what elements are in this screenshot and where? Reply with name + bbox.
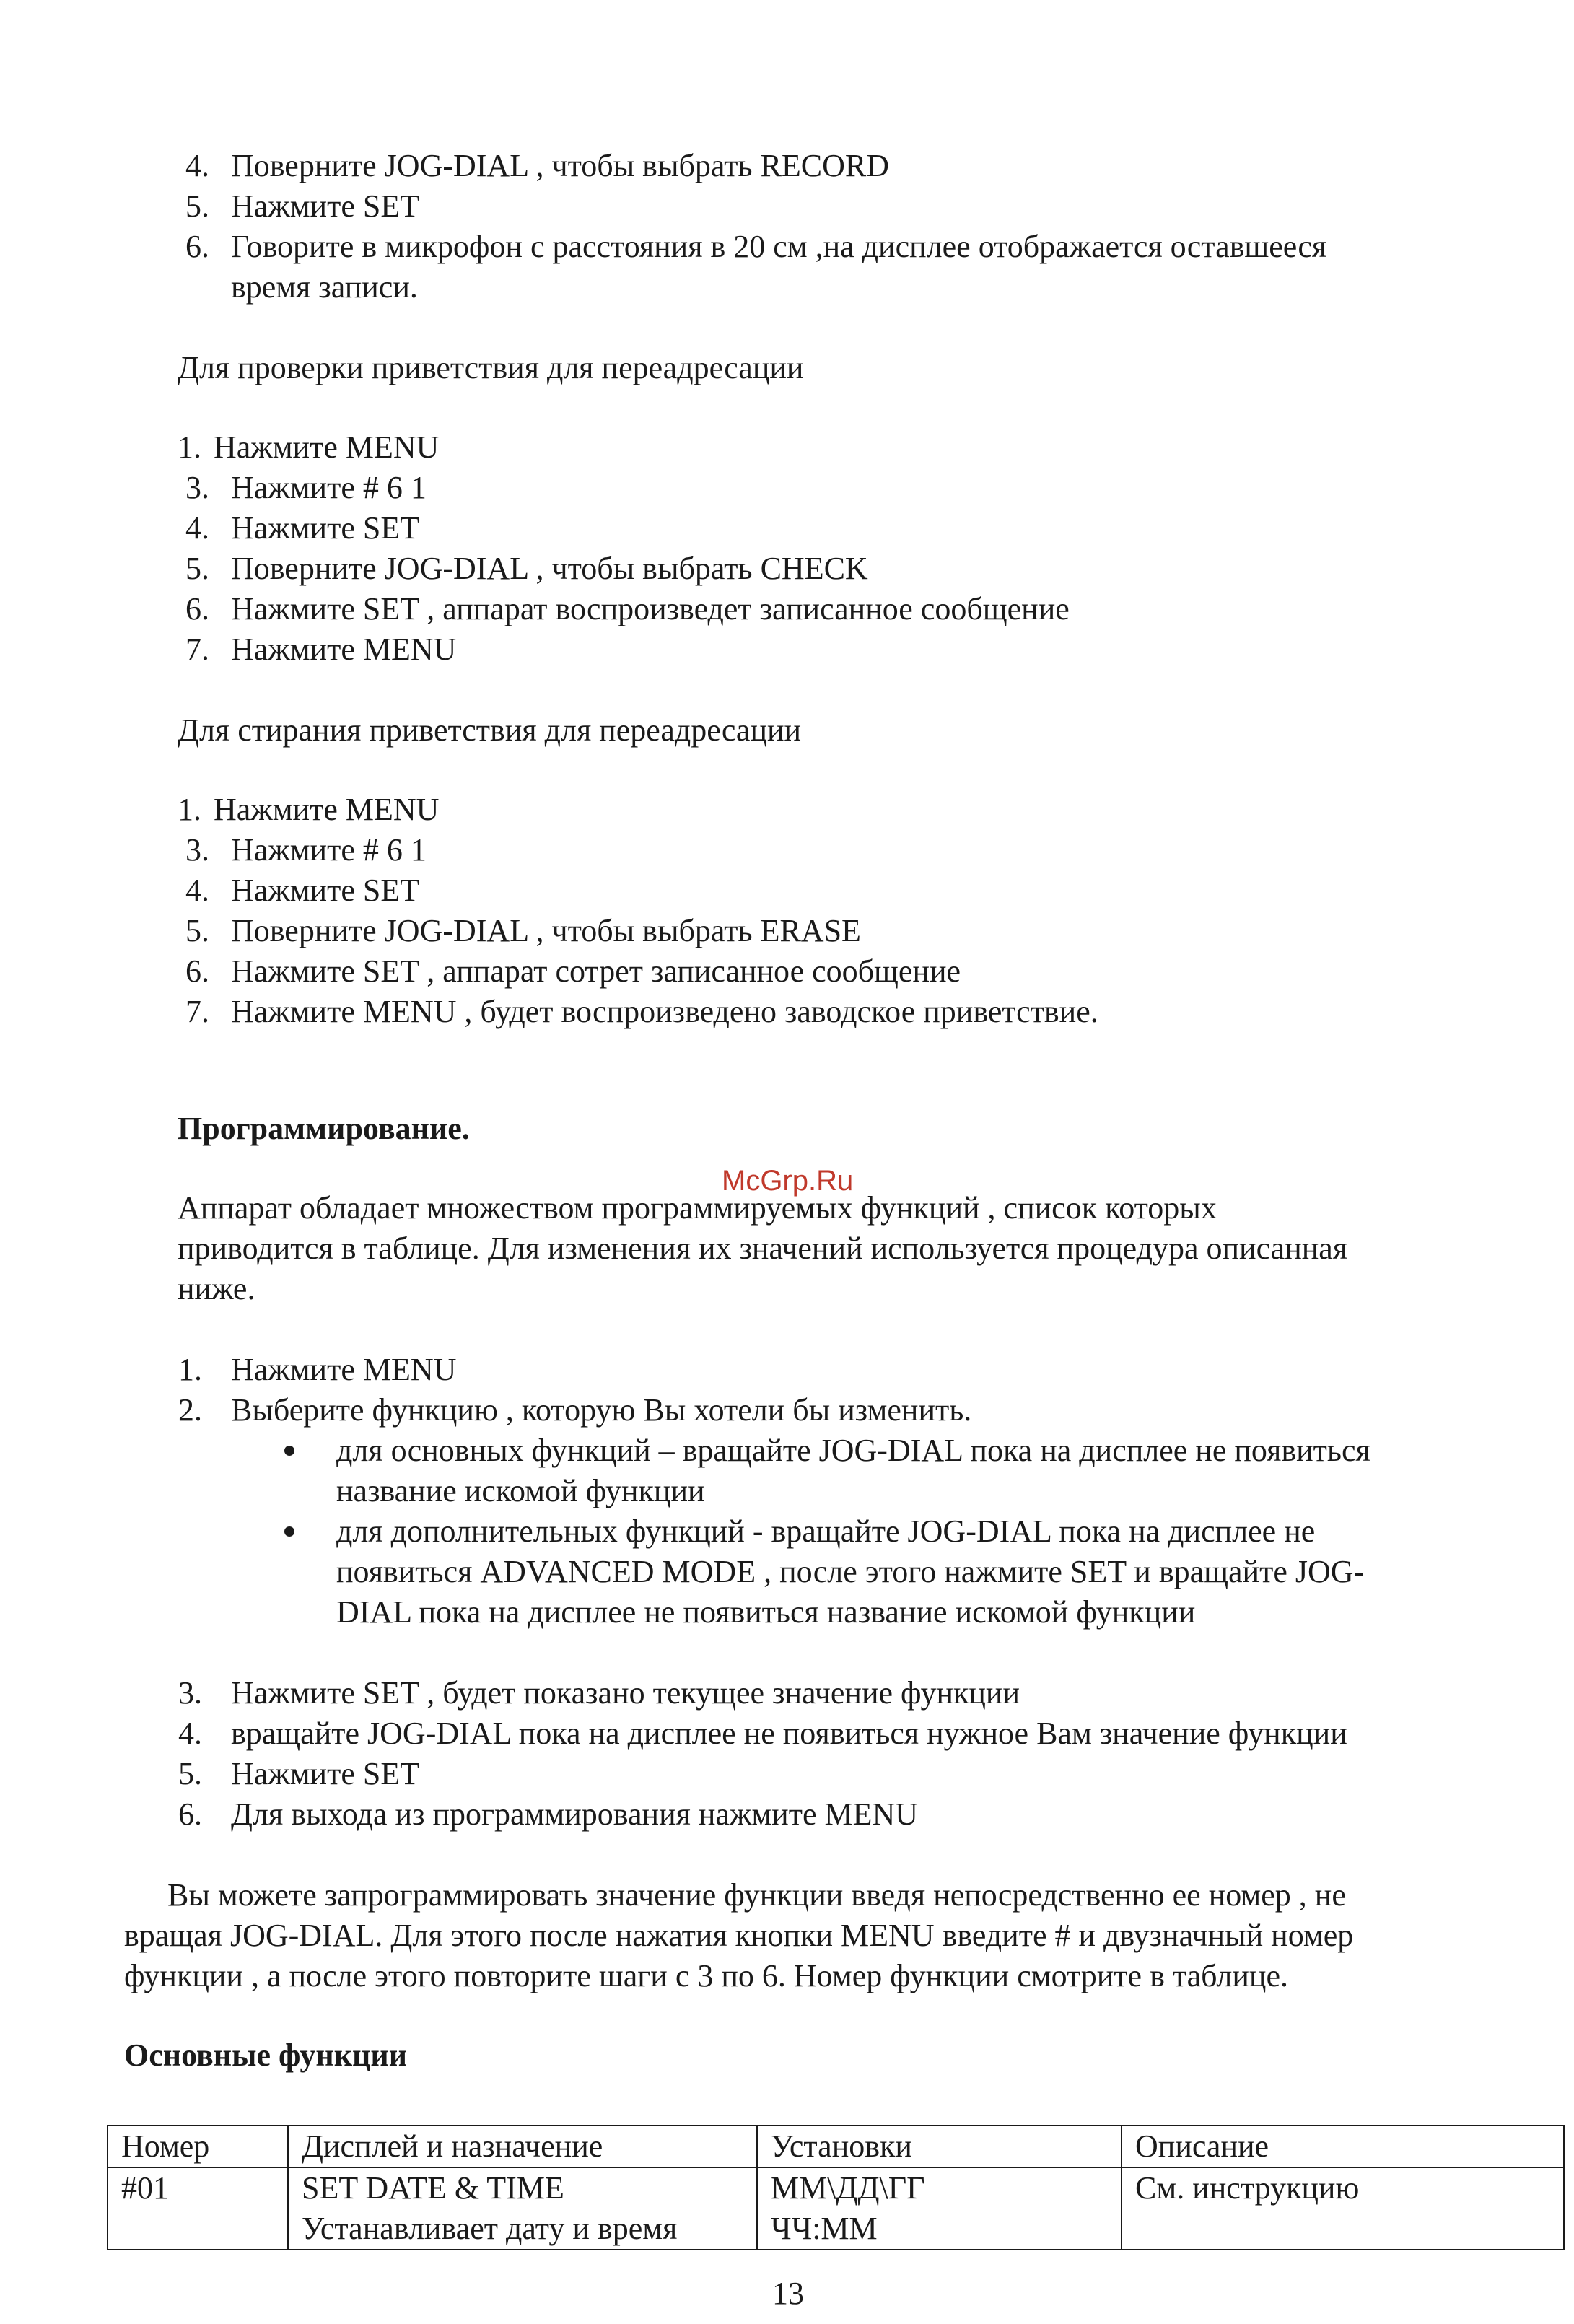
- list-number: 5.: [185, 188, 209, 224]
- display-name: SET DATE & TIME: [302, 2170, 564, 2206]
- list-number: 4.: [185, 873, 209, 908]
- column-header: Описание: [1122, 2126, 1564, 2167]
- list-text-continuation: время записи.: [231, 269, 418, 305]
- bullet-text: для дополнительных функций - вращайте JOG-DIAL пока на дисплее не: [336, 1513, 1316, 1549]
- intro-line: Аппарат обладает множеством программируемых функций , список которых: [178, 1190, 1217, 1226]
- bullet-text: название искомой функции: [336, 1473, 705, 1508]
- list-number: 6.: [185, 591, 209, 626]
- list-text: Нажмите SET: [231, 510, 420, 546]
- list-number: 3.: [185, 832, 209, 868]
- list-text: Выберите функцию , которую Вы хотели бы изменить.: [231, 1392, 972, 1428]
- list-number: 4.: [185, 510, 209, 546]
- list-text: Нажмите SET , аппарат сотрет записанное сообщение: [231, 953, 961, 989]
- bullet-icon: [284, 1446, 294, 1456]
- list-text: Поверните JOG-DIAL , чтобы выбрать ERASE: [231, 913, 861, 948]
- table-title: Основные функции: [124, 2037, 408, 2073]
- page-number: 13: [772, 2276, 804, 2311]
- paragraph-line: функции , а после этого повторите шаги с 3 по 6. Номер функции смотрите в таблице.: [124, 1958, 1289, 1993]
- functions-table: [107, 2125, 1565, 2250]
- table-row: [108, 2167, 1564, 2250]
- list-text: Нажмите # 6 1: [231, 470, 427, 505]
- paragraph-line: вращая JOG-DIAL. Для этого после нажатия кнопки MENU введите # и двузначный номер: [124, 1918, 1354, 1953]
- list-number: 5.: [185, 551, 209, 586]
- subheading-erase: Для стирания приветствия для переадресации: [178, 712, 802, 748]
- list-number: 6.: [185, 229, 209, 264]
- section-title: Программирование.: [178, 1111, 470, 1146]
- list-text: Нажмите # 6 1: [231, 832, 427, 868]
- list-text: Поверните JOG-DIAL , чтобы выбрать CHECK: [231, 551, 868, 586]
- list-text: Нажмите MENU: [231, 1352, 457, 1387]
- paragraph-line: Вы можете запрограммировать значение функции введя непосредственно ее номер , не: [167, 1877, 1346, 1913]
- list-text: Поверните JOG-DIAL , чтобы выбрать RECORD: [231, 148, 890, 183]
- settings-time: ЧЧ:ММ: [771, 2211, 878, 2246]
- column-header: Номер: [108, 2126, 288, 2167]
- table-cell-settings: [757, 2167, 1122, 2250]
- list-number: 6.: [185, 953, 209, 989]
- list-number: 5.: [185, 913, 209, 948]
- bullet-text: для основных функций – вращайте JOG-DIAL пока на дисплее не появиться: [336, 1433, 1370, 1468]
- list-number: 7.: [185, 632, 209, 667]
- bullet-icon: [284, 1526, 294, 1537]
- list-number: 1.: [178, 1352, 202, 1387]
- display-purpose: Устанавливает дату и время: [302, 2211, 678, 2246]
- list-number: 7.: [185, 994, 209, 1029]
- settings-date: ММ\ДД\ГГ: [771, 2170, 925, 2206]
- list-number: 5.: [178, 1756, 202, 1791]
- bullet-text: появиться ADVANCED MODE , после этого нажмите SET и вращайте JOG-: [336, 1554, 1365, 1589]
- subheading-check: Для проверки приветствия для переадресации: [178, 350, 804, 385]
- list-text: Нажмите MENU: [214, 792, 440, 827]
- intro-line: ниже.: [178, 1271, 255, 1306]
- list-number: 4.: [178, 1716, 202, 1751]
- list-text: Нажмите SET: [231, 1756, 420, 1791]
- column-header: Дисплей и назначение: [288, 2126, 757, 2167]
- list-text: Нажмите SET , будет показано текущее значение функции: [231, 1675, 1020, 1711]
- list-text: Нажмите SET , аппарат воспроизведет записанное сообщение: [231, 591, 1070, 626]
- table-header-row: [108, 2126, 1564, 2167]
- list-number: 4.: [185, 148, 209, 183]
- list-text: Для выхода из программирования нажмите MENU: [231, 1796, 919, 1832]
- list-number: 6.: [178, 1796, 202, 1832]
- bullet-text: DIAL пока на дисплее не появиться название искомой функции: [336, 1594, 1196, 1630]
- list-text: Нажмите MENU: [214, 429, 440, 465]
- table-cell-number: #01: [108, 2167, 288, 2250]
- list-number: 3.: [178, 1675, 202, 1711]
- list-text: Нажмите MENU , будет воспроизведено заводское приветствие.: [231, 994, 1098, 1029]
- list-text: Нажмите MENU: [231, 632, 457, 667]
- table-cell-display: [288, 2167, 757, 2250]
- list-number: 1.: [178, 792, 201, 827]
- list-text: Говорите в микрофон с расстояния в 20 см ,на дисплее отображается оставшееся: [231, 229, 1327, 264]
- table-cell-description: См. инструкцию: [1122, 2167, 1564, 2250]
- list-number: 2.: [178, 1392, 202, 1428]
- intro-line: приводится в таблице. Для изменения их значений используется процедура описанная: [178, 1231, 1348, 1266]
- list-text: Нажмите SET: [231, 873, 420, 908]
- list-text: вращайте JOG-DIAL пока на дисплее не появиться нужное Вам значение функции: [231, 1716, 1347, 1751]
- list-text: Нажмите SET: [231, 188, 420, 224]
- watermark: McGrp.Ru: [722, 1165, 854, 1197]
- list-number: 1.: [178, 429, 201, 465]
- list-number: 3.: [185, 470, 209, 505]
- column-header: Установки: [757, 2126, 1122, 2167]
